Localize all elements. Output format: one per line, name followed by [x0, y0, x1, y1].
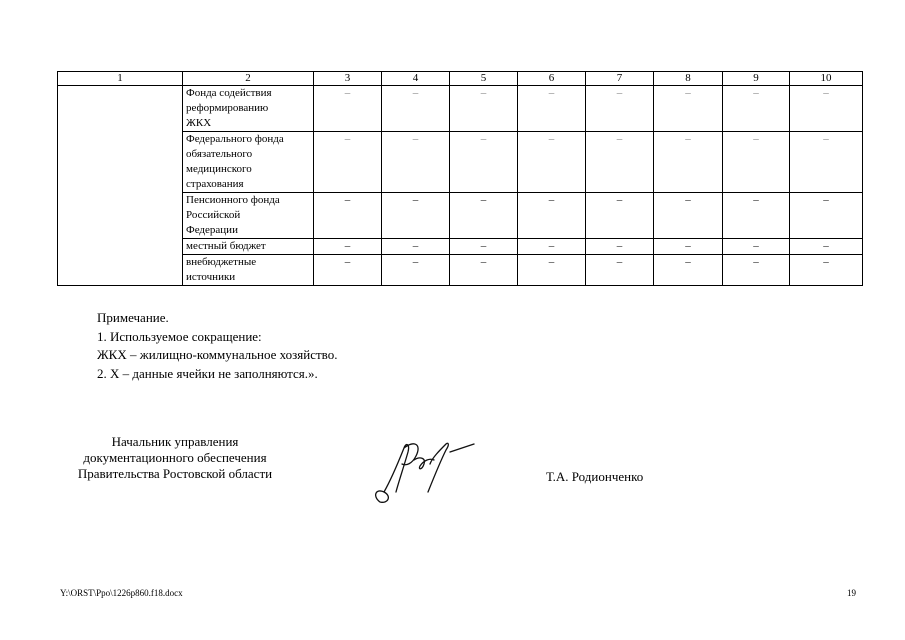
value-cell: – — [382, 193, 450, 239]
row-name-cell — [183, 255, 314, 286]
row-name-line: местный бюджет — [186, 240, 266, 252]
value-cell: – — [586, 239, 654, 255]
value-cell: – — [790, 132, 863, 193]
value-cell: – — [586, 132, 654, 193]
value-cell: – — [314, 255, 382, 286]
value-cell: – — [382, 239, 450, 255]
value-cell: – — [723, 132, 790, 193]
value-cell: – — [723, 255, 790, 286]
column-header: 4 — [382, 72, 450, 86]
column-header: 8 — [654, 72, 723, 86]
value-cell: – — [382, 86, 450, 132]
value-cell: – — [723, 239, 790, 255]
column-header: 6 — [518, 72, 586, 86]
value-cell: – — [790, 86, 863, 132]
table-cell-col1 — [58, 86, 183, 286]
row-name-cell — [183, 193, 314, 239]
value-cell: – — [314, 132, 382, 193]
data-table — [57, 71, 863, 286]
value-cell: – — [654, 193, 723, 239]
value-cell: – — [382, 255, 450, 286]
row-name-cell — [183, 239, 314, 255]
signatory-title-line: Правительства Ростовской области — [77, 466, 273, 481]
value-cell: – — [790, 239, 863, 255]
footer-file-path: Y:\ORST\Ppo\1226p860.f18.docx — [60, 588, 183, 598]
row-name-line: внебюджетные — [186, 256, 257, 268]
value-cell: – — [518, 132, 586, 193]
column-header: 5 — [450, 72, 518, 86]
value-cell: – — [314, 86, 382, 132]
value-cell: – — [518, 193, 586, 239]
value-cell: – — [382, 132, 450, 193]
value-cell: – — [450, 86, 518, 132]
value-cell: – — [586, 86, 654, 132]
handwritten-signature — [370, 430, 480, 510]
value-cell: – — [654, 132, 723, 193]
column-header: 1 — [58, 72, 183, 86]
value-cell: – — [518, 86, 586, 132]
row-name-line: медицинского — [186, 163, 252, 175]
value-cell: – — [314, 239, 382, 255]
row-name-line: ЖКХ — [186, 117, 212, 129]
column-header: 9 — [723, 72, 790, 86]
row-name-line: источники — [186, 271, 236, 283]
value-cell: – — [790, 193, 863, 239]
row-name-line: Пенсионного фонда — [186, 194, 280, 206]
value-cell: – — [790, 255, 863, 286]
value-cell: – — [654, 86, 723, 132]
column-header: 2 — [183, 72, 314, 86]
note-title: Примечание. — [97, 310, 169, 325]
value-cell: – — [723, 86, 790, 132]
page-number: 19 — [847, 588, 856, 598]
value-cell: – — [450, 193, 518, 239]
column-header: 10 — [790, 72, 863, 86]
table-header-row — [58, 72, 863, 86]
value-cell: – — [654, 255, 723, 286]
note-block — [97, 309, 337, 383]
column-header: 3 — [314, 72, 382, 86]
value-cell: – — [450, 132, 518, 193]
value-cell: – — [723, 193, 790, 239]
value-cell: – — [586, 193, 654, 239]
value-cell: – — [518, 239, 586, 255]
note-line: 1. Используемое сокращение: — [97, 328, 262, 344]
note-line: 2. Х – данные ячейки не заполняются.». — [97, 365, 318, 381]
value-cell: – — [586, 255, 654, 286]
value-cell: – — [654, 239, 723, 255]
table-row — [58, 86, 863, 132]
note-line: ЖКХ – жилищно-коммунальное хозяйство. — [97, 347, 338, 362]
row-name-line: Федерального фонда — [186, 133, 284, 145]
signatory-title — [57, 434, 293, 482]
row-name-cell — [183, 132, 314, 193]
row-name-line: Федерации — [186, 224, 238, 236]
signer-name: Т.А. Родионченко — [546, 469, 644, 484]
signatory-title-line: Начальник управления — [111, 434, 239, 449]
row-name-line: обязательного — [186, 148, 253, 160]
row-name-cell — [183, 86, 314, 132]
row-name-line: Фонда содействия — [186, 87, 272, 99]
column-header: 7 — [586, 72, 654, 86]
row-name-line: реформированию — [186, 102, 269, 114]
value-cell: – — [518, 255, 586, 286]
row-name-line: Российской — [186, 209, 241, 221]
value-cell: – — [314, 193, 382, 239]
value-cell: – — [450, 239, 518, 255]
value-cell: – — [450, 255, 518, 286]
signatory-title-line: документационного обеспечения — [83, 450, 267, 465]
row-name-line: страхования — [186, 178, 244, 190]
